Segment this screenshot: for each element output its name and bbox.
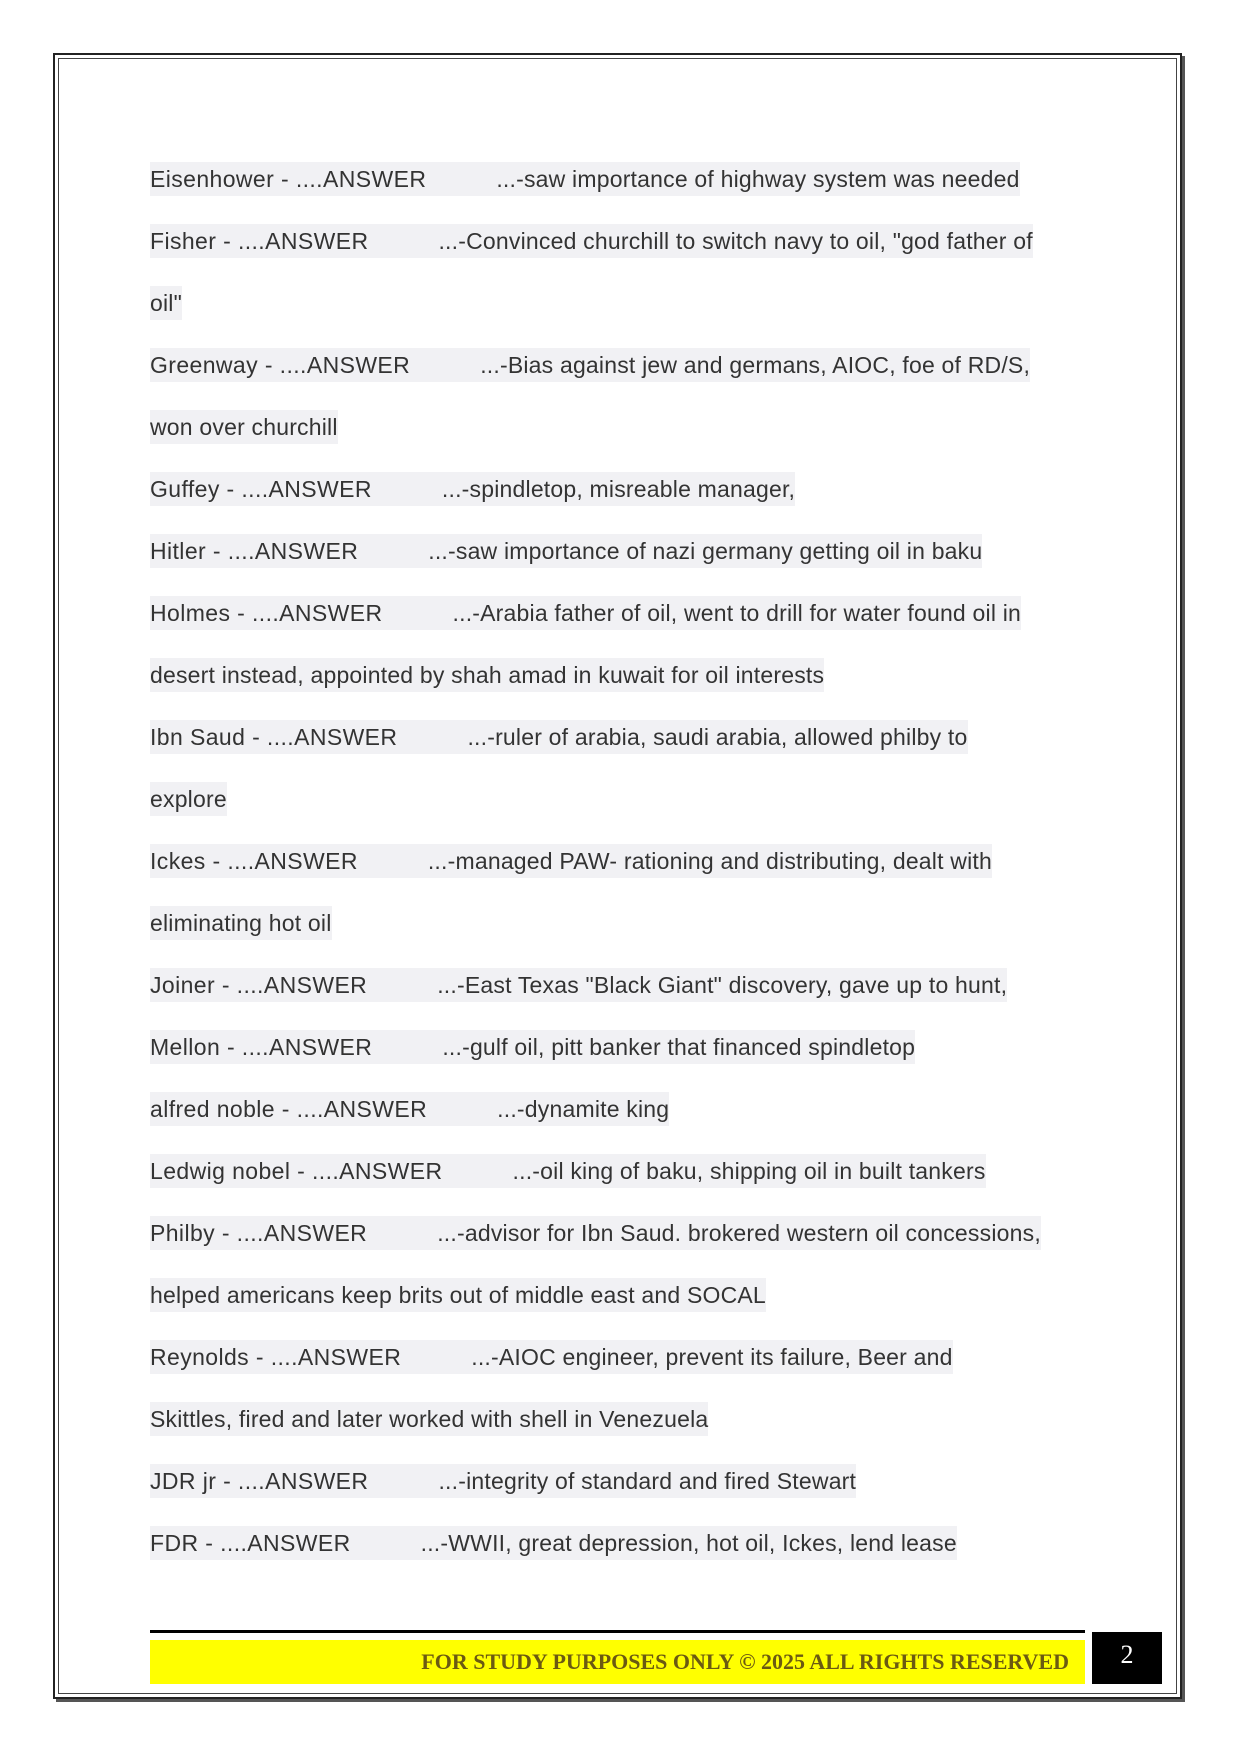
entry-term: Hitler - ....ANSWER — [150, 538, 359, 564]
entry-definition: explore — [150, 786, 227, 812]
entry-first-line — [150, 1326, 1110, 1388]
highlighted-text — [150, 1402, 708, 1436]
entry-term: Joiner - ....ANSWER — [150, 972, 368, 998]
entry-definition: ...-ruler of arabia, saudi arabia, allowed philby to — [467, 724, 968, 750]
entry-first-line — [150, 210, 1110, 272]
entry-first-line — [150, 148, 1110, 210]
entry-term: Guffey - ....ANSWER — [150, 476, 372, 502]
entry-definition: won over churchill — [150, 414, 338, 440]
entry-continuation-line — [150, 768, 1110, 830]
entry-continuation-line — [150, 396, 1110, 458]
entry-first-line — [150, 1140, 1110, 1202]
highlighted-text — [150, 1154, 986, 1188]
footer-text: FOR STUDY PURPOSES ONLY © 2025 ALL RIGHTS RESERVED — [421, 1649, 1069, 1674]
entry-term: Ickes - ....ANSWER — [150, 848, 358, 874]
highlighted-text — [150, 658, 824, 692]
entry-term: Reynolds - ....ANSWER — [150, 1344, 402, 1370]
footer-band — [150, 1640, 1085, 1684]
flashcard-entry — [150, 830, 1110, 954]
entry-first-line — [150, 954, 1110, 1016]
entry-term: Ledwig nobel - ....ANSWER — [150, 1158, 443, 1184]
highlighted-text — [150, 348, 1030, 382]
entry-definition: ...-Arabia father of oil, went to drill for water found oil in — [452, 600, 1022, 626]
entry-definition: Skittles, fired and later worked with shell in Venezuela — [150, 1406, 709, 1432]
highlighted-text — [150, 1464, 856, 1498]
entry-continuation-line — [150, 1388, 1110, 1450]
entry-term: Eisenhower - ....ANSWER — [150, 166, 427, 192]
highlighted-text — [150, 720, 968, 754]
entry-definition: ...-AIOC engineer, prevent its failure, Beer and — [471, 1344, 953, 1370]
entry-definition: ...-managed PAW- rationing and distributing, dealt with — [427, 848, 992, 874]
highlighted-text — [150, 1030, 915, 1064]
entry-definition: ...-integrity of standard and fired Stewart — [438, 1468, 857, 1494]
entry-definition: ...-spindletop, misreable manager, — [441, 476, 796, 502]
entry-definition: ...-gulf oil, pitt banker that financed spindletop — [442, 1034, 916, 1060]
entry-term: FDR - ....ANSWER — [150, 1530, 351, 1556]
entry-term: Philby - ....ANSWER — [150, 1220, 368, 1246]
entry-definition: helped americans keep brits out of middle east and SOCAL — [150, 1282, 766, 1308]
entry-first-line — [150, 1512, 1110, 1574]
highlighted-text — [150, 162, 1020, 196]
entry-term: Mellon - ....ANSWER — [150, 1034, 373, 1060]
flashcard-entry — [150, 520, 1110, 582]
flashcard-entry — [150, 954, 1110, 1016]
entry-definition: ...-Bias against jew and germans, AIOC, foe of RD/S, — [480, 352, 1031, 378]
highlighted-text — [150, 472, 795, 506]
entry-first-line — [150, 458, 1110, 520]
entry-term: alfred noble - ....ANSWER — [150, 1096, 428, 1122]
highlighted-text — [150, 596, 1021, 630]
entry-term: JDR jr - ....ANSWER — [150, 1468, 369, 1494]
page-number: 2 — [1092, 1632, 1162, 1684]
entry-first-line — [150, 582, 1110, 644]
highlighted-text — [150, 534, 982, 568]
entry-continuation-line — [150, 272, 1110, 334]
flashcard-entry — [150, 458, 1110, 520]
entry-definition: ...-Convinced churchill to switch navy to oil, "god father of — [438, 228, 1033, 254]
highlighted-text — [150, 968, 1007, 1002]
entry-first-line — [150, 1202, 1110, 1264]
entry-definition: ...-saw importance of highway system was needed — [496, 166, 1020, 192]
entry-first-line — [150, 1078, 1110, 1140]
entry-definition: ...-advisor for Ibn Saud. brokered western oil concessions, — [437, 1220, 1041, 1246]
flashcard-entry — [150, 582, 1110, 706]
flashcard-entry — [150, 706, 1110, 830]
flashcard-entry — [150, 148, 1110, 210]
highlighted-text — [150, 782, 227, 816]
entry-continuation-line — [150, 644, 1110, 706]
flashcard-entry — [150, 1512, 1110, 1574]
entry-definition: ...-WWII, great depression, hot oil, Ickes, lend lease — [420, 1530, 957, 1556]
highlighted-text — [150, 906, 332, 940]
highlighted-text — [150, 1526, 957, 1560]
entry-definition: desert instead, appointed by shah amad in kuwait for oil interests — [150, 662, 825, 688]
flashcard-entry — [150, 1450, 1110, 1512]
flashcard-entry — [150, 1202, 1110, 1326]
entry-first-line — [150, 334, 1110, 396]
highlighted-text — [150, 1278, 766, 1312]
entry-first-line — [150, 1450, 1110, 1512]
entry-term: Holmes - ....ANSWER — [150, 600, 383, 626]
highlighted-text — [150, 286, 182, 320]
highlighted-text — [150, 224, 1033, 258]
entry-definition: ...-saw importance of nazi germany getting oil in baku — [428, 538, 983, 564]
flashcard-entry — [150, 334, 1110, 458]
highlighted-text — [150, 410, 338, 444]
flashcard-entry — [150, 1016, 1110, 1078]
flashcard-entry — [150, 210, 1110, 334]
entry-term: Fisher - ....ANSWER — [150, 228, 369, 254]
entry-continuation-line — [150, 1264, 1110, 1326]
entry-definition: ...-oil king of baku, shipping oil in built tankers — [512, 1158, 986, 1184]
flashcard-entry — [150, 1326, 1110, 1450]
highlighted-text — [150, 1216, 1041, 1250]
entry-definition: ...-East Texas "Black Giant" discovery, gave up to hunt, — [437, 972, 1008, 998]
entry-first-line — [150, 1016, 1110, 1078]
highlighted-text — [150, 1340, 953, 1374]
highlighted-text — [150, 1092, 669, 1126]
entry-term: Greenway - ....ANSWER — [150, 352, 411, 378]
entry-first-line — [150, 520, 1110, 582]
entry-definition: ...-dynamite king — [497, 1096, 670, 1122]
entry-first-line — [150, 830, 1110, 892]
flashcard-entry — [150, 1140, 1110, 1202]
entry-continuation-line — [150, 892, 1110, 954]
entry-term: Ibn Saud - ....ANSWER — [150, 724, 398, 750]
entry-definition: oil" — [150, 290, 182, 316]
entry-first-line — [150, 706, 1110, 768]
highlighted-text — [150, 844, 992, 878]
entry-definition: eliminating hot oil — [150, 910, 332, 936]
footer-rule — [150, 1630, 1085, 1633]
flashcard-list — [150, 148, 1110, 1574]
flashcard-entry — [150, 1078, 1110, 1140]
